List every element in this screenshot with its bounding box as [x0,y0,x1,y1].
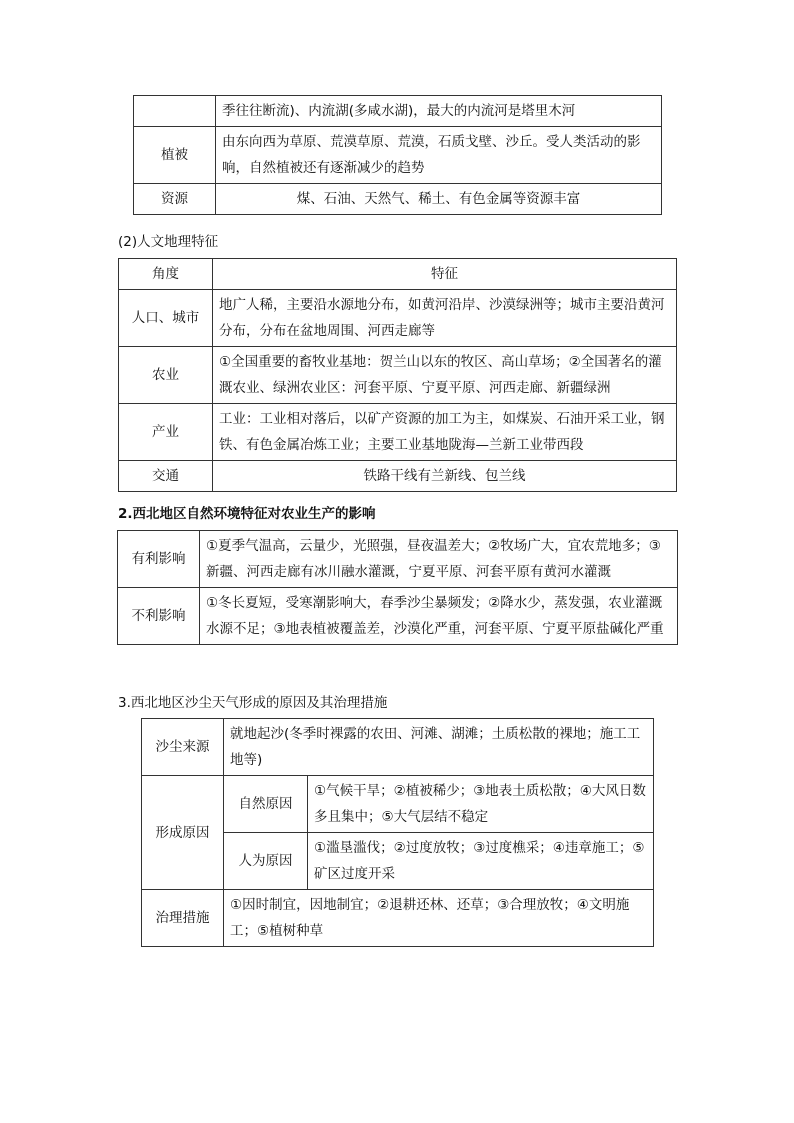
table-row [119,461,677,492]
row-label: 有利影响 [118,531,200,588]
row-label: 植被 [134,127,216,184]
row-text: ①夏季气温高，云量少，光照强，昼夜温差大；②牧场广大，宜农荒地多；③新疆、河西走廊有冰川融水灌溉，宁夏平原、河套平原有黄河水灌溉 [200,531,678,588]
row-text: 煤、石油、天然气、稀土、有色金属等资源丰富 [216,184,662,215]
row-label [134,96,216,127]
row-text: 工业：工业相对落后，以矿产资源的加工为主，如煤炭、石油开采工业，钢铁、有色金属冶炼工业；主要工业基地陇海—兰新工业带西段 [213,404,677,461]
header-feature: 特征 [213,259,677,290]
sub-label: 人为原因 [224,833,308,890]
sub-label: 自然原因 [224,776,308,833]
row-label: 人口、城市 [119,290,213,347]
dust-weather-table [141,718,654,947]
table-row [118,588,678,645]
row-text: 由东向西为草原、荒漠草原、荒漠，石质戈壁、沙丘。受人类活动的影响，自然植被还有逐渐减少的趋势 [216,127,662,184]
row-label: 治理措施 [142,890,224,947]
row-label: 交通 [119,461,213,492]
row-label: 产业 [119,404,213,461]
table-row [119,290,677,347]
row-text: 铁路干线有兰新线、包兰线 [213,461,677,492]
section-heading-agriculture: 2.西北地区自然环境特征对农业生产的影响 [118,506,376,522]
row-text: ①冬长夏短，受寒潮影响大，春季沙尘暴频发；②降水少，蒸发强，农业灌溉水源不足；③地表植被覆盖差，沙漠化严重，河套平原、宁夏平原盐碱化严重 [200,588,678,645]
row-label: 农业 [119,347,213,404]
row-text: ①气候干旱；②植被稀少；③地表土质松散；④大风日数多且集中；⑤大气层结不稳定 [308,776,654,833]
human-geography-table [118,258,677,492]
row-label: 资源 [134,184,216,215]
row-text: 地广人稀，主要沿水源地分布，如黄河沿岸、沙漠绿洲等；城市主要沿黄河分布，分布在盆地周围、河西走廊等 [213,290,677,347]
table-row [119,404,677,461]
table-row [134,127,662,184]
table-row [142,776,654,833]
row-text: 就地起沙(冬季时裸露的农田、河滩、湖滩；土质松散的裸地；施工工地等) [224,719,654,776]
row-label: 沙尘来源 [142,719,224,776]
header-angle: 角度 [119,259,213,290]
table-row [134,96,662,127]
row-text: ①滥垦滥伐；②过度放牧；③过度樵采；④违章施工；⑤矿区过度开采 [308,833,654,890]
table-row [142,719,654,776]
row-label: 不利影响 [118,588,200,645]
row-label: 形成原因 [142,776,224,890]
row-text: ①因时制宜，因地制宜；②退耕还林、还草；③合理放牧；④文明施工；⑤植树种草 [224,890,654,947]
table-row [118,531,678,588]
natural-features-table [133,95,662,215]
section-heading-dust: 3.西北地区沙尘天气形成的原因及其治理措施 [118,695,388,711]
table-row [142,890,654,947]
table-row [119,347,677,404]
section-heading-human: (2)人文地理特征 [118,234,219,250]
row-text: ①全国重要的畜牧业基地：贺兰山以东的牧区、高山草场；②全国著名的灌溉农业、绿洲农业区：河套平原、宁夏平原、河西走廊、新疆绿洲 [213,347,677,404]
row-text: 季往往断流)、内流湖(多咸水湖)，最大的内流河是塔里木河 [216,96,662,127]
table-header-row [119,259,677,290]
agriculture-impact-table [117,530,678,645]
table-row [134,184,662,215]
